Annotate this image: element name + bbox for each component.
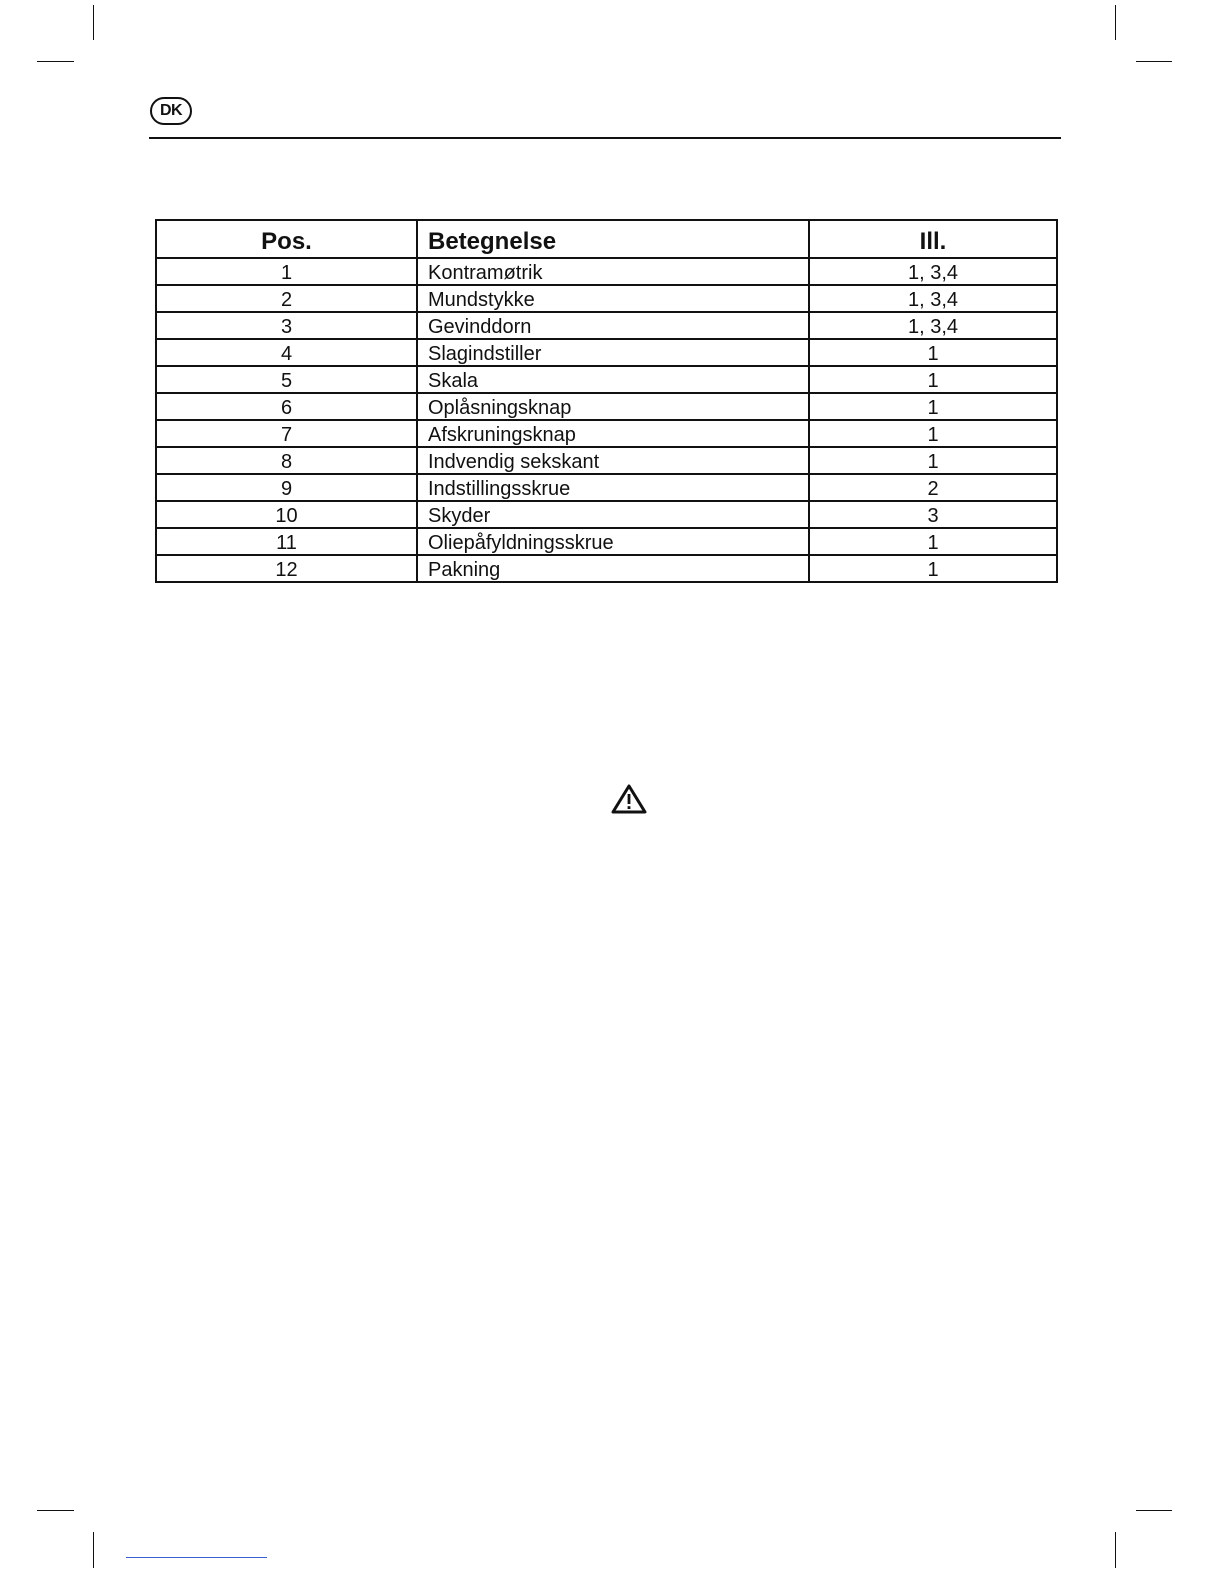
table-row [156,393,1057,420]
crop-mark [37,61,74,62]
cell-illustration: 1, 3,4 [809,312,1057,339]
table-row [156,339,1057,366]
cell-illustration: 1 [809,528,1057,555]
cell-designation: Pakning [417,555,809,582]
cell-pos: 9 [156,474,417,501]
cell-pos: 5 [156,366,417,393]
table-header-row [156,220,1057,258]
cell-illustration: 3 [809,501,1057,528]
parts-table [155,219,1058,583]
crop-mark [1136,1510,1172,1511]
cell-illustration: 2 [809,474,1057,501]
cell-illustration: 1, 3,4 [809,258,1057,285]
cell-pos: 7 [156,420,417,447]
cell-pos: 3 [156,312,417,339]
column-header-designation: Betegnelse [417,220,809,258]
table-row [156,285,1057,312]
cell-designation: Afskruningsknap [417,420,809,447]
cell-pos: 6 [156,393,417,420]
cell-pos: 12 [156,555,417,582]
cell-designation: Skala [417,366,809,393]
crop-mark [37,1510,74,1511]
cell-designation: Gevinddorn [417,312,809,339]
table-row [156,366,1057,393]
cell-illustration: 1 [809,447,1057,474]
cell-designation: Slagindstiller [417,339,809,366]
cell-illustration: 1 [809,555,1057,582]
cell-designation: Indvendig sekskant [417,447,809,474]
crop-mark [93,5,94,40]
cell-illustration: 1 [809,420,1057,447]
cell-illustration: 1 [809,339,1057,366]
crop-mark [1115,5,1116,40]
table-row [156,447,1057,474]
language-badge: DK [150,97,192,125]
cell-illustration: 1 [809,393,1057,420]
table-row [156,501,1057,528]
crop-mark [1115,1532,1116,1568]
cell-pos: 2 [156,285,417,312]
table-row [156,474,1057,501]
cell-pos: 11 [156,528,417,555]
cell-designation: Mundstykke [417,285,809,312]
table-row [156,312,1057,339]
table-row [156,420,1057,447]
cell-pos: 8 [156,447,417,474]
cell-designation: Skyder [417,501,809,528]
cell-designation: Oplåsningsknap [417,393,809,420]
crop-mark [93,1532,94,1568]
footer-link-underline [126,1557,267,1558]
header-divider [149,137,1061,139]
cell-illustration: 1 [809,366,1057,393]
table-row [156,528,1057,555]
table-row [156,555,1057,582]
crop-mark [1136,61,1172,62]
warning-triangle-icon [611,784,647,814]
cell-designation: Indstillingsskrue [417,474,809,501]
cell-illustration: 1, 3,4 [809,285,1057,312]
column-header-illustration: Ill. [809,220,1057,258]
table-row [156,258,1057,285]
cell-pos: 10 [156,501,417,528]
cell-designation: Oliepåfyldningsskrue [417,528,809,555]
column-header-pos: Pos. [156,220,417,258]
cell-pos: 1 [156,258,417,285]
cell-pos: 4 [156,339,417,366]
cell-designation: Kontramøtrik [417,258,809,285]
